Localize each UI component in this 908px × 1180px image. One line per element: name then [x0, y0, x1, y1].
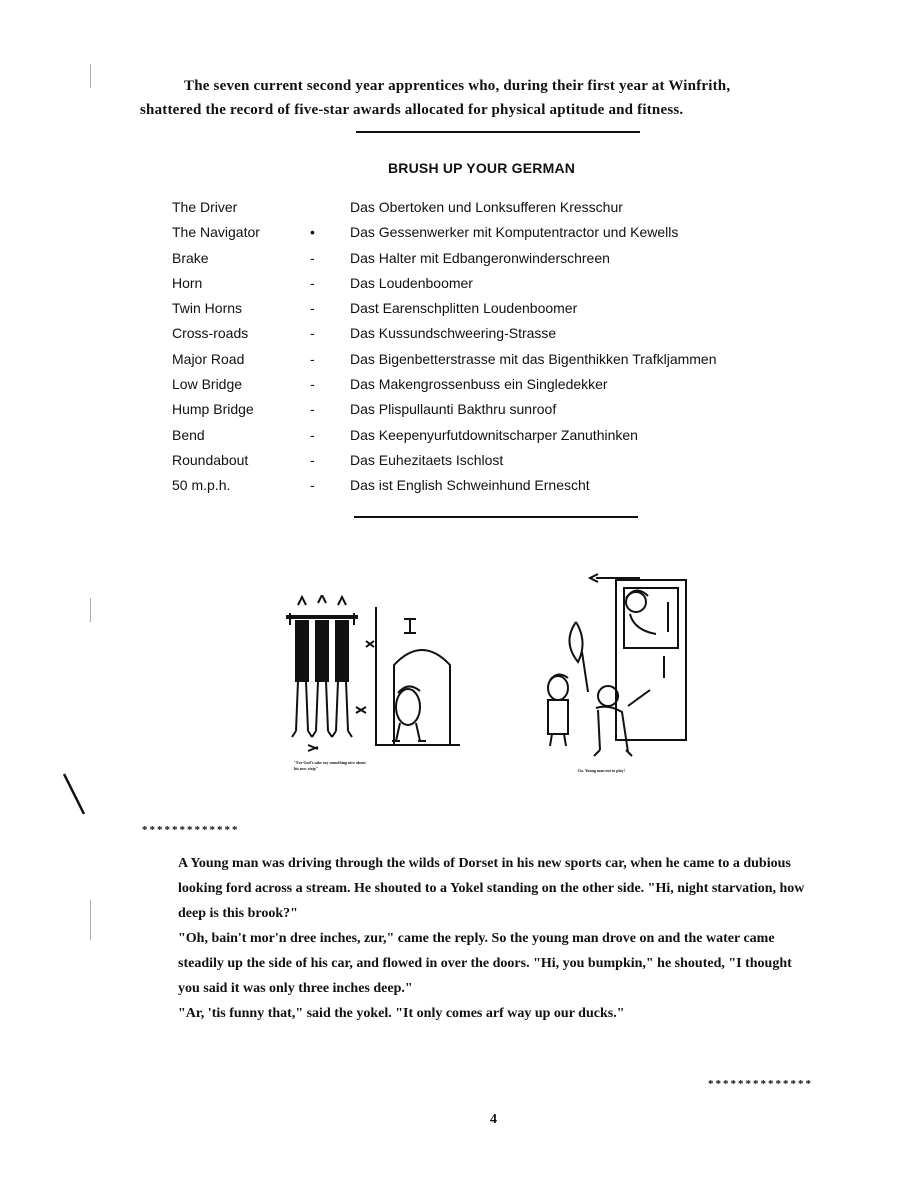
vocab-english: Roundabout — [172, 451, 249, 468]
vocab-row — [172, 401, 832, 426]
vocab-separator: - — [310, 325, 315, 342]
vocab-separator: - — [310, 376, 315, 393]
vocab-english: Twin Horns — [172, 300, 243, 317]
vocab-separator: - — [310, 451, 315, 468]
vocab-row — [172, 427, 832, 452]
vocab-row — [172, 300, 832, 325]
vocab-english: Brake — [172, 249, 209, 266]
margin-pen-stroke — [60, 770, 90, 820]
vocab-german: Das Makengrossenbuss ein Singledekker — [350, 376, 608, 393]
vocab-english: The Navigator — [172, 224, 260, 241]
vocab-english: Bend — [172, 426, 205, 443]
stars-divider-right: ************** — [708, 1078, 813, 1090]
joke-paragraph-3: "Ar, 'tis funny that," said the yokel. "It only comes arf way up our ducks." — [178, 1006, 625, 1021]
vocab-german: Das Keepenyurfutdownitscharper Zanuthinken — [350, 426, 638, 443]
vocab-german: Das Kussundschweering-Strasse — [350, 325, 557, 342]
vocab-separator: - — [310, 401, 315, 418]
vocab-german: Das ist English Schweinhund Ernescht — [350, 477, 590, 494]
vocab-separator: - — [310, 300, 315, 317]
vocab-row — [172, 199, 832, 224]
vocab-english: Low Bridge — [172, 376, 243, 393]
joke-paragraph-1: A Young man was driving through the wilds of Dorset in his new sports car, when he came to a dubious looking ford across a stream. He shouted to a Yokel standing on the other side. "Hi, night starvation, how deep is this brook?" — [178, 856, 805, 921]
photo-caption-line2: shattered the record of five-star awards allocated for physical aptitude and fitness. — [140, 102, 684, 118]
vocab-german: Das Bigenbetterstrasse mit das Bigenthikken Trafkljammen — [350, 350, 717, 367]
vocab-separator: - — [310, 350, 315, 367]
vocab-separator: - — [310, 477, 315, 494]
vocab-german: Das Plispullaunti Bakthru sunroof — [350, 401, 557, 418]
vocab-german: Dast Earenschplitten Loudenboomer — [350, 300, 578, 317]
divider-bottom — [354, 516, 638, 518]
section-heading: BRUSH UP YOUR GERMAN — [388, 160, 576, 176]
joke-text — [178, 851, 810, 1026]
vocab-row — [172, 351, 832, 376]
vocab-separator: • — [310, 224, 315, 241]
vocab-separator: - — [310, 426, 315, 443]
vocab-row — [172, 325, 832, 350]
cartoon-right — [540, 562, 700, 772]
vocab-row — [172, 452, 832, 477]
vocab-german: Das Euhezitaets Ischlost — [350, 451, 504, 468]
vocab-german: Das Halter mit Edbangeronwinderschreen — [350, 249, 610, 266]
vocab-german: Das Loudenboomer — [350, 274, 473, 291]
page-number: 4 — [490, 1112, 497, 1127]
vocab-english: Major Road — [172, 350, 245, 367]
vocab-separator: - — [310, 274, 315, 291]
photo-caption-line1: The seven current second year apprentices who, during their first year at Winfrith, — [184, 78, 731, 94]
margin-tick-mid — [90, 598, 91, 622]
vocab-english: The Driver — [172, 199, 238, 215]
vocab-english: 50 m.p.h. — [172, 477, 231, 494]
vocab-row — [172, 224, 832, 249]
photo-caption — [140, 74, 850, 122]
vocab-row — [172, 376, 832, 401]
vocab-separator: - — [310, 249, 315, 266]
vocabulary-list — [172, 199, 832, 503]
cartoon-right-caption: Go. Young man out to play! — [578, 768, 625, 773]
vocab-german: Das Obertoken und Lonksufferen Kresschur — [350, 199, 623, 215]
divider-top — [356, 131, 640, 133]
stars-divider-left: ************* — [142, 824, 240, 836]
margin-tick-top — [90, 64, 91, 88]
vocab-row — [172, 275, 832, 300]
vocab-english: Horn — [172, 274, 203, 291]
vocab-german: Das Gessenwerker mit Komputentractor und Kewells — [350, 224, 679, 241]
vocab-english: Cross-roads — [172, 325, 249, 342]
cartoon-left — [282, 595, 472, 775]
margin-tick-low — [90, 900, 91, 940]
vocab-english: Hump Bridge — [172, 401, 254, 418]
vocab-row — [172, 250, 832, 275]
cartoon-left-caption-line2: his new strip" — [294, 766, 319, 771]
joke-paragraph-2: "Oh, bain't mor'n dree inches, zur," came the reply. So the young man drove on and the water came steadily up the side of his car, and flowed in over the doors. "Hi, you bumpkin," he shouted, "I thought you said it was only three inches deep." — [178, 931, 792, 996]
vocab-row — [172, 477, 832, 502]
cartoon-left-caption-line1: "For God's sake say something nice about — [294, 760, 366, 765]
